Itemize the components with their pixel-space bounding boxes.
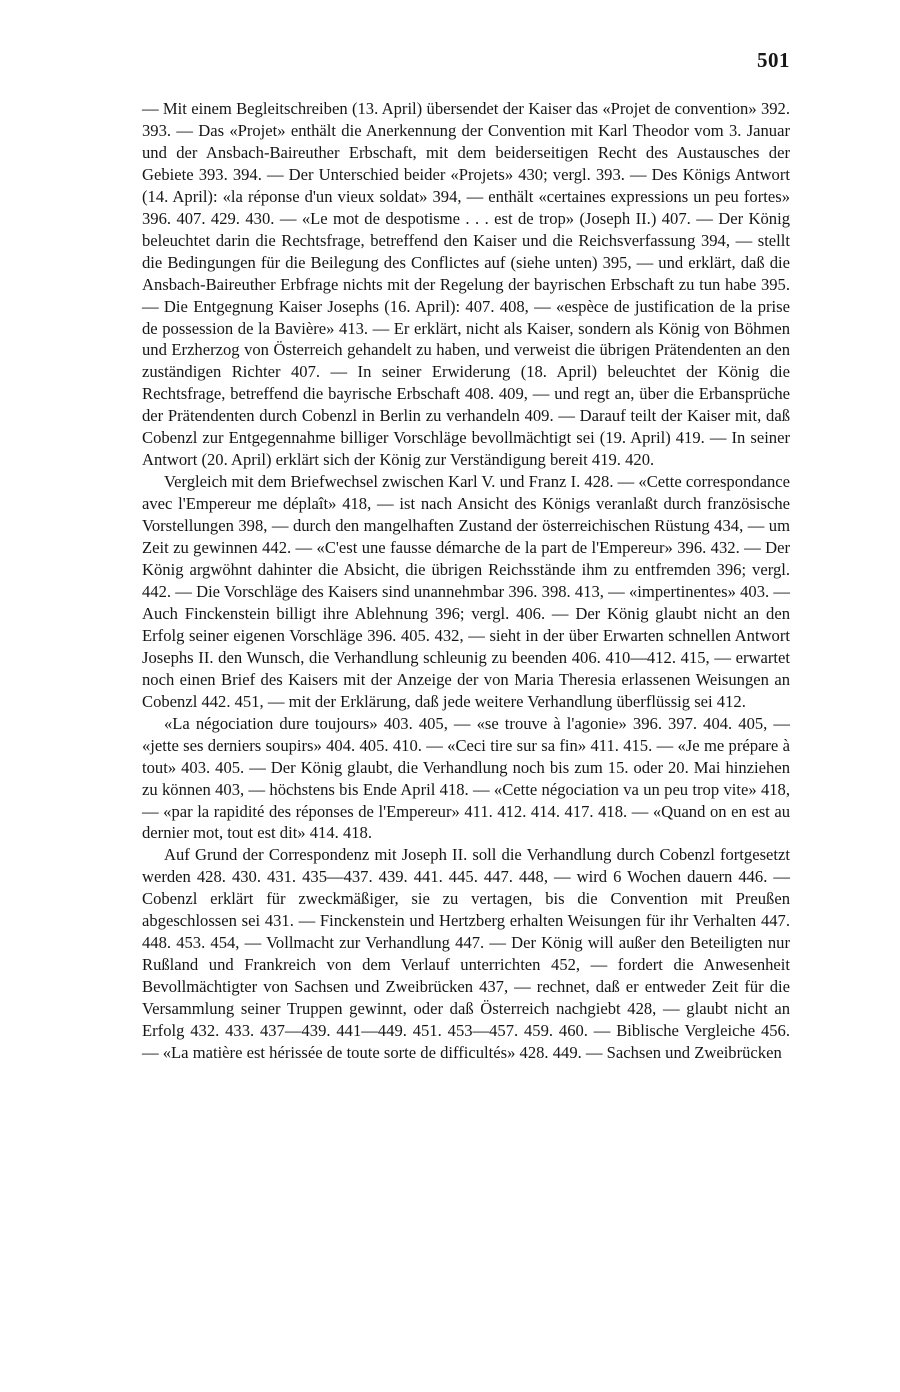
paragraph-2: Vergleich mit dem Briefwechsel zwischen Karl V. und Franz I. 428. — «Cette correspondance avec l'Empereur me déplaît» 418, — ist nach Ansicht des Königs veranlaßt durch französische Vorstellungen 398, — durch den mangelhaften Zustand der österreichischen Rüstung 434, — um Zeit zu gewinnen 442. — «C'est une fausse démarche de la part de l'Empereur» 396. 432. — Der König argwöhnt dahinter die Absicht, die übrigen Reichsstände ihm zu entfremden 396; vergl. 442. — Die Vorschläge des Kaisers sind unannehmbar 396. 398. 413, — «impertinentes» 403. — Auch Finckenstein billigt ihre Ablehnung 396; vergl. 406. — Der König glaubt nicht an den Erfolg seiner eigenen Vorschläge 396. 405. 432, — sieht in der über Erwarten schnellen Antwort Josephs II. den Wunsch, die Verhandlung schleunig zu beenden 406. 410—412. 415, — erwartet noch einen Brief des Kaisers mit der Anzeige der von Maria Theresia erlassenen Weisungen an Cobenzl 442. 451, — mit der Erklärung, daß jede weitere Verhandlung überflüssig sei 412. [142, 472, 790, 711]
paragraph-3: «La négociation dure toujours» 403. 405, — «se trouve à l'agonie» 396. 397. 404. 405, — «jette ses derniers soupirs» 404. 405. 410. — «Ceci tire sur sa fin» 411. 415. — «Je me prépare à tout» 403. 405. — Der König glaubt, die Verhandlung noch bis zum 15. oder 20. Mai hinziehen zu können 403, — höchstens bis Ende April 418. — «Cette négociation va un peu trop vite» 418, — «par la rapidité des réponses de l'Empereur» 411. 412. 414. 417. 418. — «Quand on en est au dernier mot, tout est dit» 414. 418. [142, 713, 790, 843]
page-number: 501 [757, 48, 790, 72]
paragraph-4: Auf Grund der Correspondenz mit Joseph II. soll die Verhandlung durch Cobenzl fortgesetzt werden 428. 430. 431. 435—437. 439. 441. 445. 447. 448, — wird 6 Wochen dauern 446. — Cobenzl erklärt für zweckmäßiger, sie zu vertagen, bis die Convention mit Preußen abgeschlossen sei 431. — Finckenstein und Hertzberg erhalten Weisungen für ihr Verhalten 447. 448. 453. 454, — Vollmacht zur Verhandlung 447. — Der König will außer den Beteiligten nur Rußland und Frankreich von dem Verlauf unterrichten 452, — fordert die Anwesenheit Bevollmächtigter von Sachsen und Zweibrücken 437, — rechnet, daß er entweder Zeit für die Versammlung seiner Truppen gewinnt, oder daß Österreich nachgiebt 428, — glaubt nicht an Erfolg 432. 433. 437—439. 441—449. 451. 453—457. 459. 460. — Biblische Vergleiche 456. — «La matière est hérissée de toute sorte de difficultés» 428. 449. — Sachsen und Zweibrücken [142, 845, 790, 1062]
index-text-block [142, 98, 790, 1064]
paragraph-1: — Mit einem Begleitschreiben (13. April) übersendet der Kaiser das «Projet de convention» 392. 393. — Das «Projet» enthält die Anerkennung der Convention mit Karl Theodor vom 3. Januar und der Ansbach-Baireuther Erbschaft, mit dem beiderseitigen Recht des Austausches der Gebiete 393. 394. — Der Unterschied beider «Projets» 430; vergl. 393. — Des Königs Antwort (14. April): «la réponse d'un vieux soldat» 394, — enthält «certaines expressions un peu fortes» 396. 407. 429. 430. — «Le mot de despotisme . . . est de trop» (Joseph II.) 407. — Der König beleuchtet darin die Rechtsfrage, betreffend den Kaiser und die Reichsverfassung 394, — stellt die Bedingungen für die Beilegung des Conflictes auf (siehe unten) 395, — und erklärt, daß die Ansbach-Baireuther Erbfrage nichts mit der Regelung der bayrischen Erbschaft zu tun habe 395. — Die Entgegnung Kaiser Josephs (16. April): 407. 408, — «espèce de justification de la prise de possession de la Bavière» 413. — Er erklärt, nicht als Kaiser, sondern als König von Böhmen und Erzherzog von Österreich gehandelt zu haben, und verweist die übrigen Prätendenten an den zuständigen Richter 407. — In seiner Erwiderung (18. April) beleuchtet der König die Rechtsfrage, betreffend die bayrische Erbschaft 408. 409, — und regt an, über die Erbansprüche der Prätendenten durch Cobenzl in Berlin zu verhandeln 409. — Darauf teilt der Kaiser mit, daß Cobenzl zur Entgegennahme billiger Vorschläge bevollmächtigt sei (19. April) 419. — In seiner Antwort (20. April) erklärt sich der König zur Verständigung bereit 419. 420. [142, 99, 790, 470]
